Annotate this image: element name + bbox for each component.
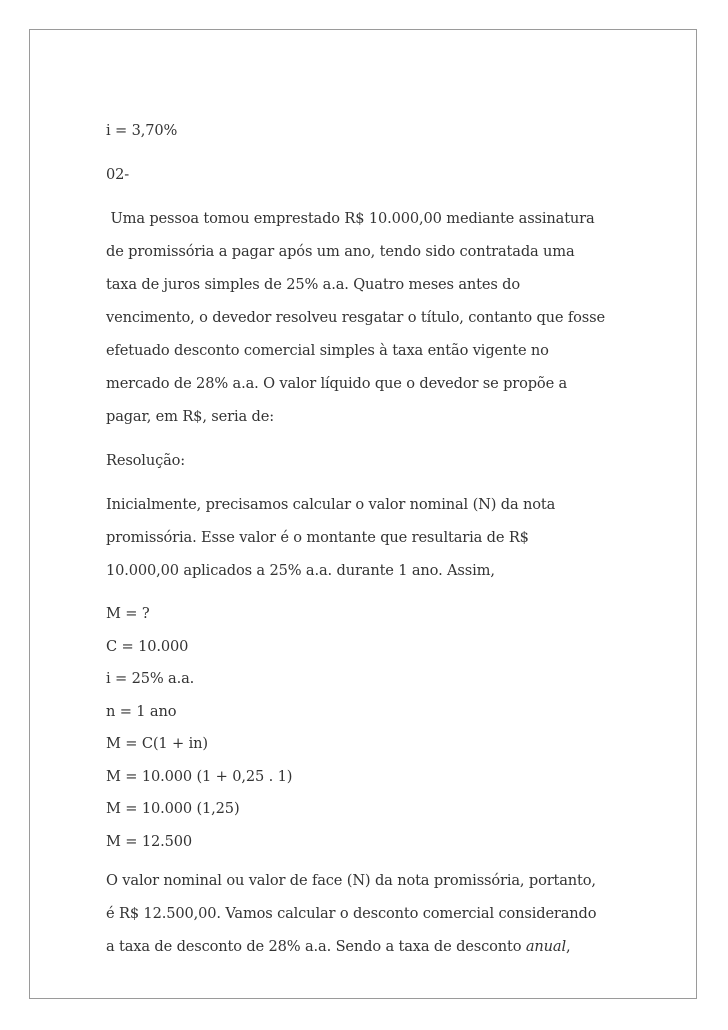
conclusion-line: é R$ 12.500,00. Vamos calcular o desconto comercial considerando — [106, 905, 597, 922]
problem-line: taxa de juros simples de 25% a.a. Quatro meses antes do — [106, 276, 521, 293]
problem-statement — [106, 202, 646, 433]
problem-line: de promissória a pagar após um ano, tendo sido contratada uma — [106, 243, 575, 260]
problem-line: vencimento, o devedor resolveu resgatar o título, contanto que fosse — [106, 309, 605, 326]
question-number: 02- — [106, 166, 130, 183]
formula-line: M = C(1 + in) — [106, 735, 208, 752]
formula-block — [106, 598, 646, 858]
conclusion-paragraph — [106, 864, 646, 963]
problem-line: Uma pessoa tomou emprestado R$ 10.000,00 mediante assinatura — [106, 210, 595, 227]
problem-line: pagar, em R$, seria de: — [106, 408, 274, 425]
problem-line: efetuado desconto comercial simples à taxa então vigente no — [106, 342, 549, 359]
conclusion-line-last — [106, 930, 646, 963]
last-line-text: a taxa de desconto de 28% a.a. Sendo a taxa de desconto — [106, 938, 526, 955]
page-content — [106, 114, 646, 963]
formula-line: M = ? — [106, 605, 150, 622]
resolution-heading: Resolução: — [106, 452, 186, 469]
formula-line: M = 10.000 (1,25) — [106, 800, 240, 817]
formula-line: C = 10.000 — [106, 637, 189, 655]
resolution-intro — [106, 488, 646, 587]
emphasis-anual: anual — [525, 938, 566, 955]
formula-line: n = 1 ano — [106, 702, 177, 720]
intro-line: Inicialmente, precisamos calcular o valor nominal (N) da nota — [106, 496, 556, 513]
conclusion-line: O valor nominal ou valor de face (N) da nota promissória, portanto, — [106, 872, 596, 889]
problem-line: mercado de 28% a.a. O valor líquido que o devedor se propõe a — [106, 375, 568, 392]
intro-line: promissória. Esse valor é o montante que resultaria de R$ — [106, 529, 529, 546]
formula-line: M = 12.500 — [106, 832, 193, 850]
formula-line: i = 25% a.a. — [106, 670, 195, 687]
rate-line: i = 3,70% — [106, 122, 178, 139]
intro-line: 10.000,00 aplicados a 25% a.a. durante 1 ano. Assim, — [106, 562, 495, 579]
formula-line: M = 10.000 (1 + 0,25 . 1) — [106, 767, 293, 785]
last-line-punctuation: , — [565, 938, 571, 955]
document-page — [29, 29, 697, 999]
